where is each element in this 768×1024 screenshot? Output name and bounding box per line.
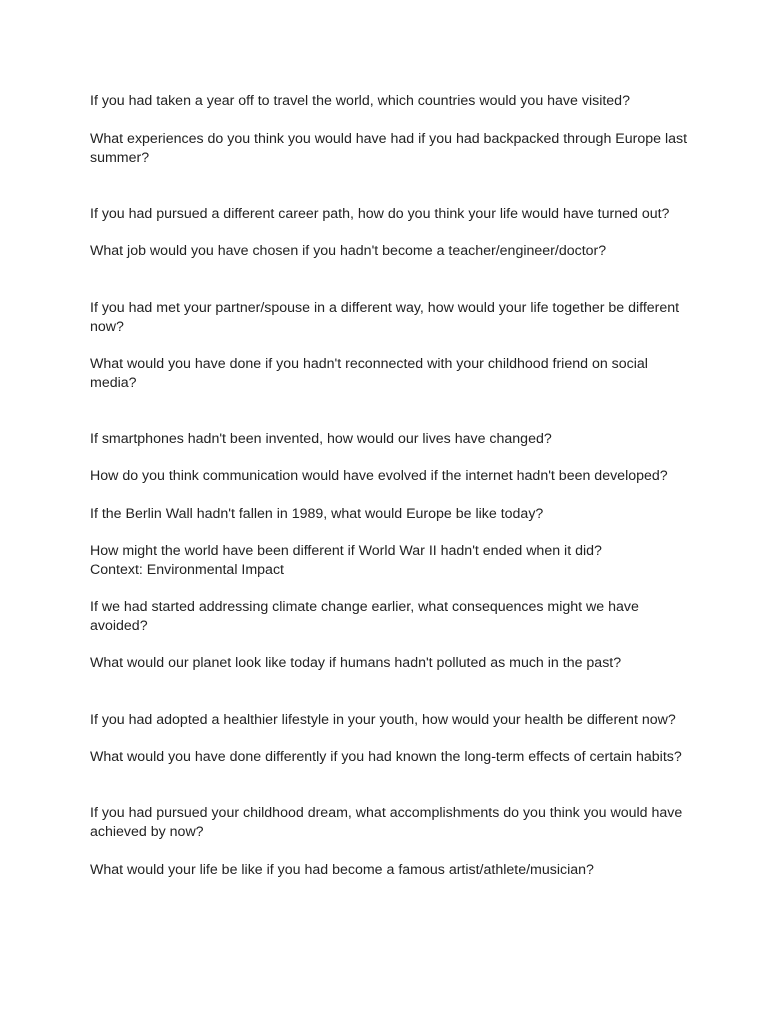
question-paragraph: If smartphones hadn't been invented, how would our lives have changed? bbox=[90, 431, 552, 447]
question-paragraph: If you had adopted a healthier lifestyle in your youth, how would your health be different now? bbox=[90, 712, 676, 728]
question-paragraph: If the Berlin Wall hadn't fallen in 1989, what would Europe be like today? bbox=[90, 506, 544, 522]
question-paragraph: What experiences do you think you would have had if you had backpacked through Europe last summer? bbox=[90, 131, 688, 166]
question-paragraph: If you had met your partner/spouse in a different way, how would your life together be different now? bbox=[90, 300, 680, 335]
question-paragraph: What would you have done if you hadn't reconnected with your childhood friend on social media? bbox=[90, 356, 648, 391]
question-paragraph: If you had pursued a different career path, how do you think your life would have turned out? bbox=[90, 206, 670, 222]
question-paragraph: What job would you have chosen if you hadn't become a teacher/engineer/doctor? bbox=[90, 243, 607, 259]
question-paragraph: How do you think communication would have evolved if the internet hadn't been developed? bbox=[90, 468, 668, 484]
question-paragraph: What would our planet look like today if humans hadn't polluted as much in the past? bbox=[90, 655, 622, 671]
question-paragraph: If we had started addressing climate change earlier, what consequences might we have avoided? bbox=[90, 599, 639, 634]
question-paragraph: If you had pursued your childhood dream, what accomplishments do you think you would have achieved by now? bbox=[90, 805, 683, 840]
question-paragraph: If you had taken a year off to travel the world, which countries would you have visited? bbox=[90, 93, 630, 109]
question-paragraph: How might the world have been different if World War II hadn't ended when it did? bbox=[90, 543, 602, 559]
question-paragraph: What would your life be like if you had become a famous artist/athlete/musician? bbox=[90, 862, 594, 878]
section-context-heading: Context: Environmental Impact bbox=[90, 562, 284, 578]
question-paragraph: What would you have done differently if you had known the long-term effects of certain habits? bbox=[90, 749, 682, 765]
